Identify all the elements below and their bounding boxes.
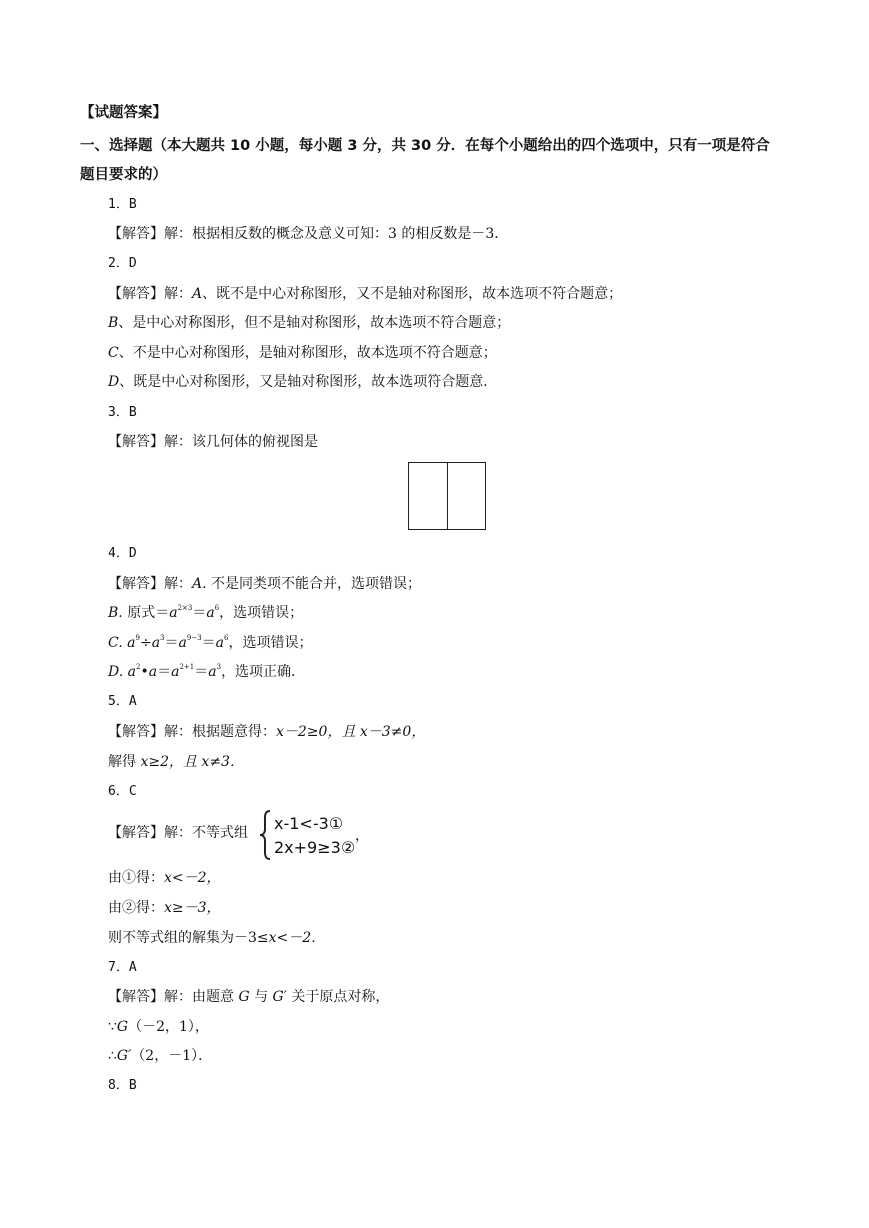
q7-point-g-prime: G′: [272, 989, 287, 1005]
q2-d-text: 、既是中心对称图形，又是轴对称图形，故本选项符合题意．: [119, 374, 498, 390]
q2-b-label: B: [108, 315, 119, 331]
q4-c-base-1: a: [127, 635, 136, 651]
q4-d-label: D.: [108, 664, 124, 680]
q2-explanation-a: [108, 285, 622, 303]
q4-c-exp-2: 3: [160, 634, 165, 642]
q6-result-2: x<－2．: [268, 930, 326, 946]
q7-therefore-text: （2，－1）．: [131, 1048, 213, 1064]
q6-answer: 6．C: [108, 784, 137, 799]
q4-d-exp-3: 3: [216, 663, 222, 671]
q4-c-exp-1: 9: [135, 634, 140, 642]
q6-explanation: 【解答】解：不等式组: [108, 825, 248, 841]
part-heading-line-2: 题目要求的）: [80, 167, 167, 183]
q6-from-2-label: 由②得：: [108, 900, 164, 916]
q4-c-base-3: a: [178, 635, 187, 651]
q4-c-base-2: a: [151, 635, 161, 651]
q4-c-text: ，选项错误；: [228, 635, 313, 651]
q4-d-eq-1: ＝: [157, 664, 172, 680]
q5-explain-2: x－2≥0，且 x－3≠0，: [276, 724, 426, 740]
q5-explanation: [108, 723, 425, 741]
q4-b-exp-2: 6: [214, 604, 220, 612]
q4-explanation-b: [108, 604, 303, 622]
q2-c-text: 、不是中心对称图形，是轴对称图形，故本选项不符合题意；: [118, 345, 497, 361]
q7-point-g: G: [238, 989, 250, 1005]
because-icon: ∵: [108, 1019, 117, 1035]
inequality-system: [258, 809, 368, 861]
q4-c-eq-1: ＝: [164, 635, 179, 651]
q4-d-base-1: a: [127, 664, 136, 680]
therefore-icon: ∴: [108, 1048, 117, 1064]
q5-solution: [108, 753, 244, 771]
q6-result-1: 则不等式组的解集为－3≤: [108, 930, 269, 946]
q2-d-label: D: [108, 374, 120, 390]
q5-answer: 5．A: [108, 694, 137, 709]
q4-d-eq-2: ＝: [194, 664, 209, 680]
part-heading-line-1: 一、选择题（本大题共 10 小题，每小题 3 分，共 30 分．在每个小题给出的四个选项中，只有一项是符合: [80, 138, 770, 154]
q1-answer: 1．B: [108, 197, 137, 212]
q3-explanation: 【解答】解：该几何体的俯视图是: [108, 434, 318, 450]
q5-explain-1: 【解答】解：根据题意得：: [108, 724, 276, 740]
q6-result: [108, 929, 325, 947]
top-view-figure: [408, 462, 486, 530]
q7-answer: 7．A: [108, 960, 137, 975]
q7-therefore-g: G′: [116, 1048, 132, 1064]
q2-c-label: C: [108, 345, 119, 361]
q4-c-base-4: a: [215, 635, 225, 651]
q4-d-base-2: a: [171, 664, 180, 680]
q6-from-2: [108, 899, 221, 917]
q6-from-1-label: 由①得：: [108, 870, 164, 886]
q5-solve-2: x≥2，且 x≠3．: [140, 754, 244, 770]
q7-explain-2: 与: [249, 989, 273, 1005]
section-title: 【试题答案】: [80, 105, 167, 121]
q7-explanation: [108, 988, 389, 1006]
q2-prefix: 【解答】解：: [108, 286, 192, 302]
q4-c-exp-3: 9−3: [186, 634, 202, 642]
q6-from-1-value: x<－2，: [164, 870, 221, 886]
q4-c-eq-2: ＝: [201, 635, 216, 651]
q6-from-2-value: x≥－3，: [164, 900, 221, 916]
q4-c-div: ÷: [139, 635, 152, 651]
q2-answer: 2．D: [108, 256, 137, 271]
q7-explain-3: 关于原点对称，: [286, 989, 390, 1005]
q4-a-label: A.: [192, 576, 207, 592]
q4-b-eq: ＝: [192, 605, 207, 621]
q4-prefix: 【解答】解：: [108, 576, 192, 592]
q3-answer: 3．B: [108, 405, 137, 420]
q4-b-exp: 2×3: [177, 604, 193, 612]
q2-explanation-b: [108, 314, 510, 332]
q4-explanation-a: [108, 575, 421, 593]
inequality-1: x-1<-3①: [274, 814, 344, 833]
q4-explanation-c: [108, 634, 312, 652]
q2-explanation-d: [108, 373, 497, 391]
q4-c-label: C.: [108, 635, 123, 651]
q7-because: [108, 1018, 209, 1036]
q7-therefore: [108, 1047, 212, 1065]
q4-d-text: ，选项正确．: [221, 664, 306, 680]
q4-b-text-2: ，选项错误；: [219, 605, 304, 621]
q5-solve-1: 解得: [108, 754, 141, 770]
q4-d-exp-2: 2+1: [179, 663, 195, 671]
q7-because-g: G: [116, 1019, 129, 1035]
q2-b-text: 、是中心对称图形，但不是轴对称图形，故本选项不符合题意；: [118, 315, 511, 331]
q4-explanation-d: [108, 663, 305, 681]
q4-answer: 4．D: [108, 546, 137, 561]
inequality-2: 2x+9≥3②: [274, 838, 356, 857]
left-brace-icon: [258, 809, 272, 861]
q4-b-base: a: [169, 605, 178, 621]
q4-b-label: B.: [108, 605, 123, 621]
q4-b-text-1: 原式＝: [127, 605, 170, 621]
q8-answer: 8．B: [108, 1078, 137, 1093]
q1-explanation: 【解答】解：根据相反数的概念及意义可知：3 的相反数是－3．: [108, 226, 509, 242]
q4-d-exp-1: 2: [136, 663, 141, 671]
q4-c-exp-4: 6: [224, 634, 229, 642]
q2-explanation-c: [108, 344, 497, 362]
top-view-divider: [447, 463, 448, 529]
q4-d-dot: •: [140, 664, 149, 680]
q4-d-a: a: [148, 664, 158, 680]
q2-a-label: A: [192, 286, 203, 302]
q7-because-text: （－2，1），: [128, 1019, 209, 1035]
q6-from-1: [108, 869, 221, 887]
q4-b-base-2: a: [206, 605, 215, 621]
q4-d-base-3: a: [208, 664, 217, 680]
q7-explain-1: 【解答】解：由题意: [108, 989, 239, 1005]
inequality-comma: ，: [355, 828, 369, 844]
q2-a-text: 、既不是中心对称图形，又不是轴对称图形，故本选项不符合题意；: [202, 286, 623, 302]
q4-a-text: 不是同类项不能合并，选项错误；: [211, 576, 422, 592]
